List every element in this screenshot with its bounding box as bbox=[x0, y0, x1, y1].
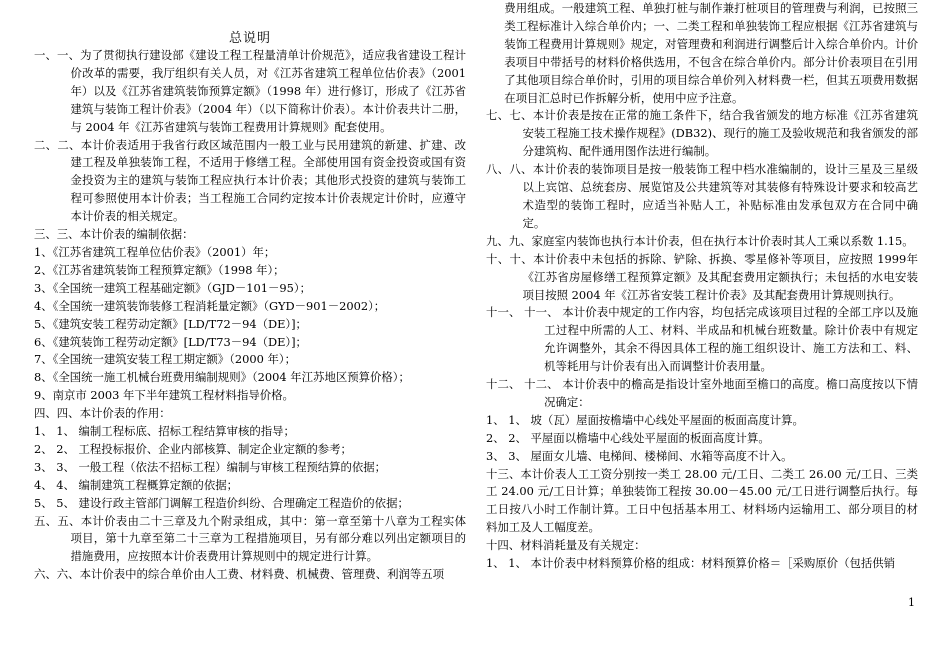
basis-item-1: 1、《江苏省建筑工程单位估价表》（2001）年； bbox=[34, 244, 276, 259]
paragraph-3-heading: 三、三、本计价表的编制依据： bbox=[34, 227, 194, 242]
eave-item-2: 2、 2、 平屋面以檐墙中心线处平屋面的板面高度计算。 bbox=[486, 430, 770, 445]
material-item-1: 1、 1、 本计价表中材料预算价格的组成：材料预算价格＝［采购原价（包括供销 bbox=[486, 556, 896, 571]
eave-item-1: 1、 1、 坡（瓦）屋面按檐墙中心线处平屋面的板面高度计算。 bbox=[486, 412, 804, 427]
basis-item-7: 7、《全国统一建筑安装工程工期定额》（2000 年）； bbox=[34, 352, 296, 367]
basis-item-6: 6、《建筑装饰工程劳动定额》[LD/T73－94（DE）]； bbox=[34, 334, 307, 349]
page-number: 1 bbox=[908, 596, 915, 609]
paragraph-1: 一、一、为了贯彻执行建设部《建设工程工程量清单计价规范》，适应我省建设工程计价改革的需要，我厅组织有关人员，对《江苏省建筑工程单位估价表》（2001年）以及《江苏省建筑装饰预算定额》（1998 年）进行修订，形成了《江苏省建筑与装饰工程计价表》（2004 年）（以下简称计价表）。本计价表共计二册，与 2004 年《江苏省建筑与装饰工程费用计算规则》配套使用。 bbox=[34, 48, 466, 134]
paragraph-11: 十一、 十一、 本计价表中规定的工作内容，均包括完成该项目过程的全部工序以及施工过程中所需的人工、材料、半成品和机械台班数量。除计价表中有规定允许调整外，其余不得因具体工程的施工组织设计、施工方法和工、料、机等耗用与计价表有出入而调整计价表用量。 bbox=[486, 305, 918, 374]
basis-item-4: 4、《全国统一建筑装饰装修工程消耗量定额》（GYD－901－2002）； bbox=[34, 298, 386, 313]
paragraph-2: 二、二、本计价表适用于我省行政区域范围内一般工业与民用建筑的新建、扩建、改建工程及单独装饰工程，不适用于修缮工程。全部使用国有资金投资或国有资金投资为主的建筑与装饰工程应执行本计价表；其他形式投资的建筑与装饰工程可参照使用本计价表；当工程施工合同约定按本计价表规定计价时，应遵守本计价表的相关规定。 bbox=[34, 137, 466, 224]
basis-item-3: 3、《全国统一建筑工程基础定额》（GJD－101－95）； bbox=[34, 280, 311, 295]
paragraph-6-cont: 费用组成。一般建筑工程、单独打桩与制作兼打桩项目的管理费与利润，已按照三类工程标准计入综合单价内；一、二类工程和单独装饰工程应根据《江苏省建筑与装饰工程费用计算规则》规定，对管理费和利润进行调整后计入综合单价内。计价表项目中带括号的材料价格供选用，不包含在综合单价内。部分计价表项目在引用了其他项目综合单价时，引用的项目综合单价列入材料费一栏，但其五项费用数据在项目汇总时已作拆解分析，使用中应予注意。 bbox=[504, 1, 918, 105]
paragraph-10: 十、十、本计价表中未包括的拆除、铲除、拆换、零星修补等项目，应按照 1999年《江苏省房屋修缮工程预算定额》及其配套费用定额执行；未包括的水电安装项目按照 2004 年《江苏省安装工程计价表》及其配套费用计算规则执行。 bbox=[486, 251, 918, 302]
purpose-item-4: 4、 4、 编制建筑工程概算定额的依据； bbox=[34, 477, 238, 492]
paragraph-12: 十二、 十二、 本计价表中的檐高是指设计室外地面至檐口的高度。檐口高度按以下情况确定： bbox=[486, 377, 918, 409]
purpose-item-2: 2、 2、 工程投标报价、企业内部核算、制定企业定额的参考； bbox=[34, 441, 352, 456]
basis-item-5: 5、《建筑安装工程劳动定额》[LD/T72－94（DE）]； bbox=[34, 316, 307, 331]
paragraph-9: 九、九、家庭室内装饰也执行本计价表，但在执行本计价表时其人工乘以系数 1.15。 bbox=[486, 233, 914, 248]
paragraph-4-heading: 四、四、本计价表的作用： bbox=[34, 406, 171, 421]
eave-item-3: 3、 3、 屋面女儿墙、电梯间、楼梯间、水箱等高度不计入。 bbox=[486, 448, 793, 463]
basis-item-2: 2、《江苏省建筑装饰工程预算定额》（1998 年）； bbox=[34, 262, 285, 277]
purpose-item-5: 5、 5、 建设行政主管部门调解工程造价纠纷、合理确定工程造价的依据； bbox=[34, 495, 409, 510]
document-title: 总说明 bbox=[228, 31, 271, 46]
basis-item-9: 9、南京市 2003 年下半年建筑工程材料指导价格。 bbox=[34, 388, 294, 403]
paragraph-13: 十三、本计价表人工工资分别按一类工 28.00 元/工日、二类工 26.00 元/工日、三类工 24.00 元/工日计算；单独装饰工程按 30.00－45.00 元/工日进行调整后执行。每工日按八小时工作制计算。工日中包括基本用工、材料场内运输用工、部分项目的材料加工及人工幅度差。 bbox=[486, 466, 918, 535]
paragraph-5: 五、五、本计价表由二十三章及九个附录组成，其中：第一章至第十八章为工程实体项目，第十九章至第二十三章为工程措施项目，另有部分难以列出定额项目的措施费用，应按照本计价表费用计算规则中的规定进行计算。 bbox=[34, 513, 466, 564]
paragraph-6-start: 六、六、本计价表中的综合单价由人工费、材料费、机械费、管理费、利润等五项 bbox=[34, 567, 445, 582]
paragraph-7: 七、七、本计价表是按在正常的施工条件下，结合我省颁发的地方标准《江苏省建筑安装工程施工技术操作规程》(DB32)、现行的施工及验收规范和我省颁发的部分建筑构、配件通用图作法进行编制。 bbox=[486, 108, 918, 159]
paragraph-8: 八、八、本计价表的装饰项目是按一般装饰工程中档水准编制的，设计三星及三星级以上宾馆、总统套房、展览馆及公共建筑等对其装修有特殊设计要求和较高艺术造型的装饰工程时，应适当补贴人工，补贴标准由发承包双方在合同中确定。 bbox=[486, 162, 918, 230]
basis-item-8: 8、《全国统一施工机械台班费用编制规则》（2004 年江苏地区预算价格）； bbox=[34, 370, 410, 385]
left-column bbox=[34, 0, 466, 584]
paragraph-14-heading: 十四、材料消耗量及有关规定： bbox=[486, 538, 646, 553]
purpose-item-3: 3、 3、 一般工程（依法不招标工程）编制与审核工程预结算的依据； bbox=[34, 459, 387, 474]
purpose-item-1: 1、 1、 编制工程标底、招标工程结算审核的指导； bbox=[34, 424, 295, 439]
right-column bbox=[486, 0, 918, 573]
